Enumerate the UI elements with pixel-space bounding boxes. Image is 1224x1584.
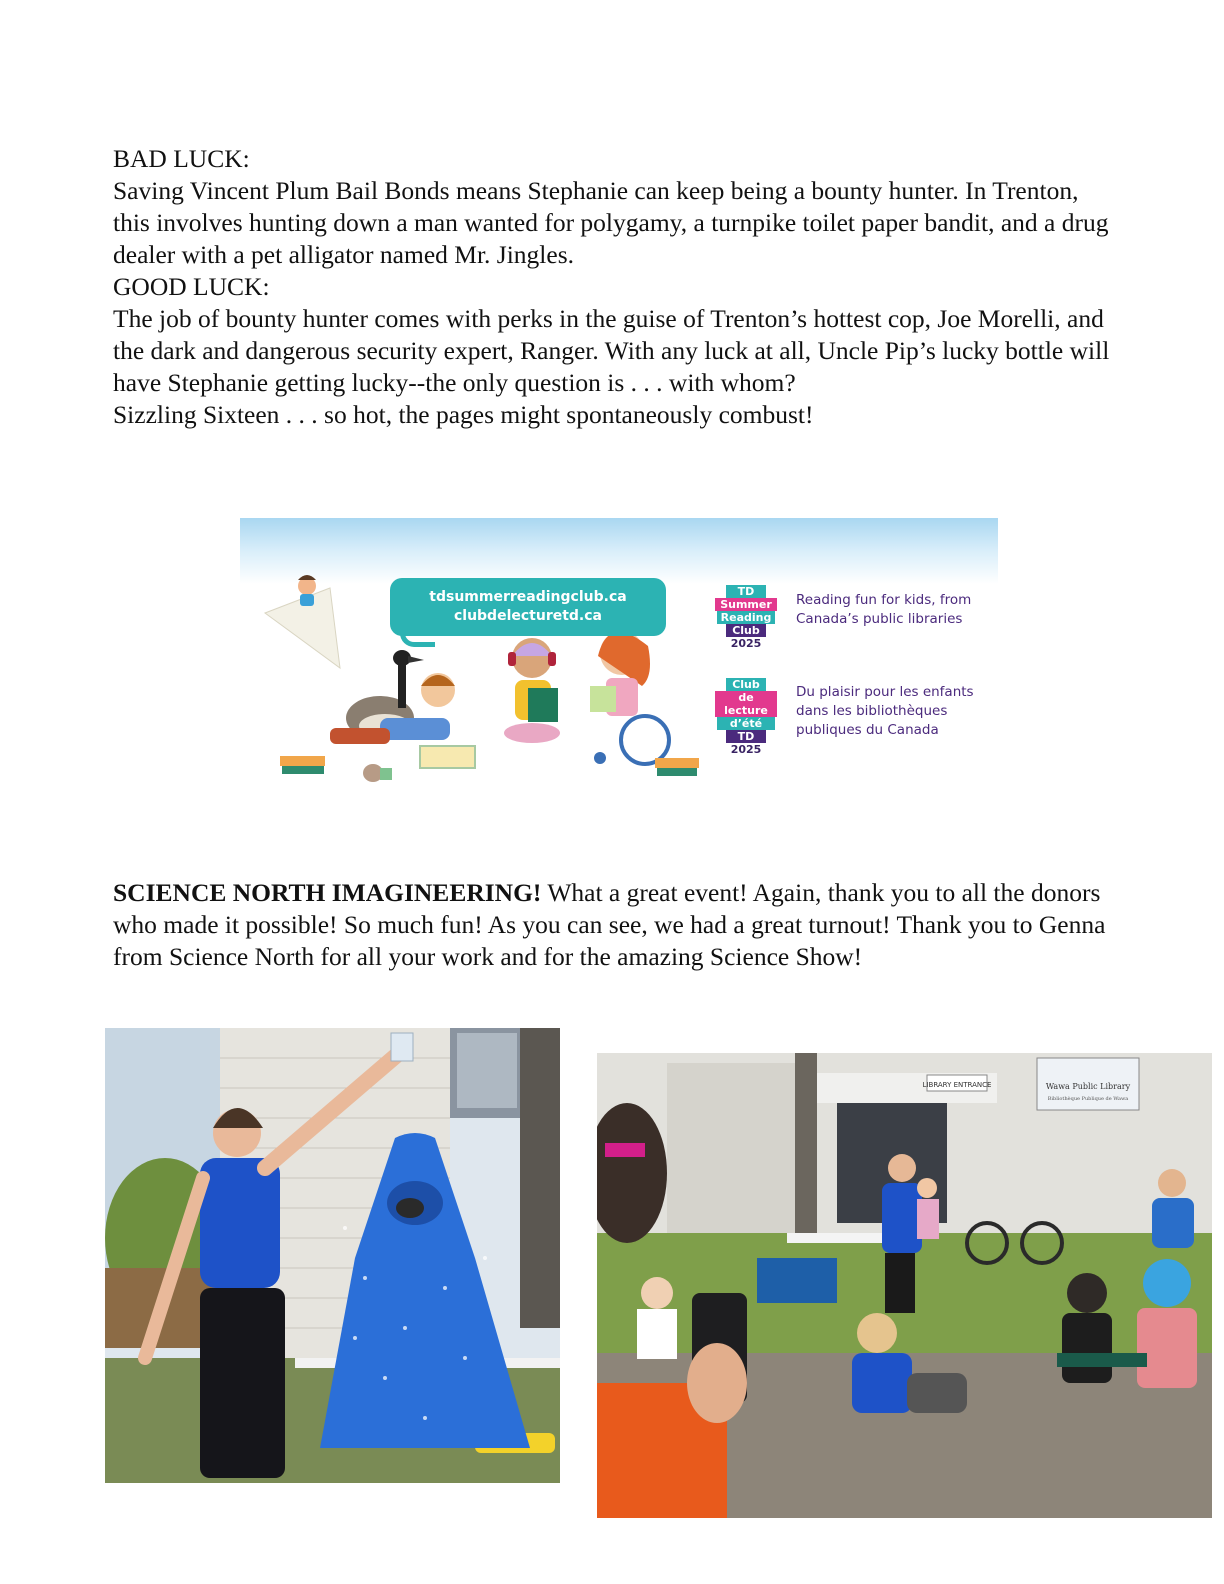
badge-fr-year: 2025 — [730, 743, 762, 756]
science-north-paragraph — [113, 877, 1113, 973]
badge-fr-line-4: TD — [726, 730, 766, 743]
badge-en-line-4: Club — [726, 624, 766, 637]
bad-luck-body: Saving Vincent Plum Bail Bonds means Stephanie can keep being a bounty hunter. In Trenton, this involves hunting down a man wanted for polygamy, a turnpike toilet paper bandit, and a drug dealer with a pet alligator named Mr. Jingles. — [113, 176, 1109, 269]
science-heading: SCIENCE NORTH IMAGINEERING! — [113, 878, 542, 907]
good-luck-body: The job of bounty hunter comes with perks in the guise of Trenton’s hottest cop, Joe Morelli, and the dark and dangerous security expert, Ranger. With any luck at all, Uncle Pip’s lucky bottle will have Stephanie getting lucky--the only question is . . . with whom? — [113, 304, 1110, 397]
badge-en-line-2: Summer — [715, 598, 777, 611]
good-luck-heading: GOOD LUCK: — [113, 272, 270, 301]
club-de-lecture-logo — [713, 678, 779, 756]
badge-fr-line-3: d’été — [717, 717, 775, 730]
badge-en-year: 2025 — [730, 637, 762, 650]
url-en[interactable]: tdsummerreadingclub.ca — [429, 589, 627, 605]
science-show-photo — [105, 1028, 560, 1483]
science-body: What a great event! Again, thank you to all the donors who made it possible! So much fun! As you can see, we had a great turnout! Thank you to Genna from Science North for all your work and for the amazing Science Show! — [113, 878, 1106, 971]
library-sign: Wawa Public Library — [1045, 1082, 1131, 1091]
closing-line: Sizzling Sixteen . . . so hot, the pages might spontaneously combust! — [113, 400, 814, 429]
badge-fr-line-2: de lecture — [715, 691, 777, 717]
url-speech-bubble — [390, 578, 666, 636]
entrance-sign: LIBRARY ENTRANCE — [922, 1081, 992, 1089]
bad-luck-heading: BAD LUCK: — [113, 144, 250, 173]
url-fr[interactable]: clubdelecturetd.ca — [453, 608, 603, 624]
badge-fr-line-1: Club — [726, 678, 766, 691]
td-summer-reading-banner — [240, 518, 998, 793]
library-sign-fr: Bibliothèque Publique de Wawa — [1047, 1096, 1129, 1102]
td-summer-reading-club-logo — [713, 585, 779, 650]
tagline-en: Reading fun for kids, from Canada’s public libraries — [796, 592, 972, 627]
book-description — [113, 143, 1113, 431]
badge-en-line-1: TD — [726, 585, 766, 598]
library-crowd-photo — [597, 1053, 1212, 1518]
badge-en-line-3: Reading — [717, 611, 775, 624]
tagline-fr: Du plaisir pour les enfants dans les bibliothèques publiques du Canada — [796, 684, 974, 738]
